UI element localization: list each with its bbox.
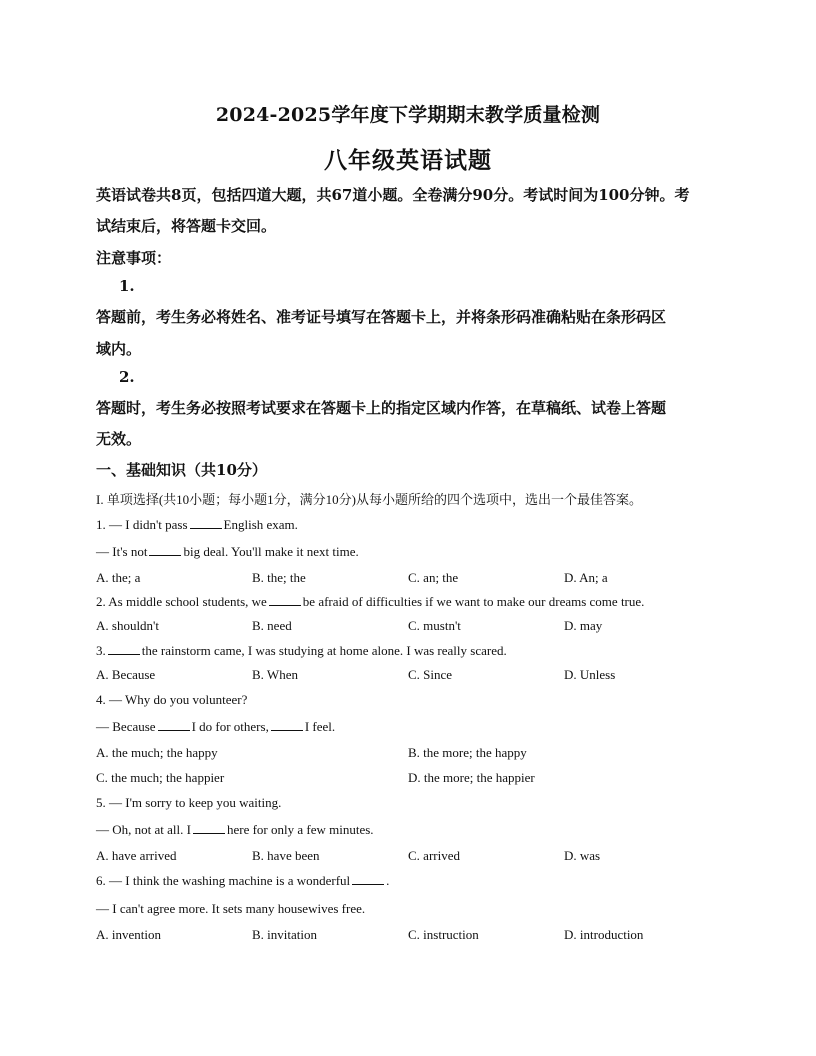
- question-1-stem: 1. — I didn't pass English exam.: [96, 517, 298, 532]
- question-1-option-c: C. an; the: [408, 570, 459, 585]
- question-4-option-d: D. the more; the happier: [408, 770, 535, 785]
- question-4-stem: 4. — Why do you volunteer?: [96, 692, 248, 707]
- exam-title: 2024-2025学年度下学期期末教学质量检测: [215, 104, 601, 126]
- answer-blank: [108, 643, 140, 655]
- question-6-reply: — I can't agree more. It sets many housewives free.: [96, 901, 366, 916]
- question-1-option-b: B. the; the: [252, 570, 306, 585]
- question-5-stem: 5. — I'm sorry to keep you waiting.: [96, 795, 282, 810]
- question-5-option-d: D. was: [564, 848, 601, 863]
- question-6-option-c: C. instruction: [408, 927, 479, 942]
- notes-heading: 注意事项：: [96, 249, 172, 267]
- question-1-reply: — It's not big deal. You'll make it next time.: [96, 544, 359, 559]
- answer-blank: [193, 822, 225, 834]
- intro-line-1: 英语试卷共8页，包括四道大题，共67道小题。全卷满分90分。考试时间为100分钟。考: [96, 186, 690, 204]
- note-1-label: 1.: [119, 277, 135, 295]
- question-5-reply: — Oh, not at all. I here for only a few minutes.: [96, 822, 374, 837]
- question-6-stem: 6. — I think the washing machine is a wonderful .: [96, 873, 390, 888]
- question-6-option-d: D. introduction: [564, 927, 644, 942]
- question-1-option-a: A. the; a: [96, 570, 141, 585]
- question-2-option-a: A. shouldn't: [96, 618, 160, 633]
- answer-blank: [158, 719, 190, 731]
- question-5-option-a: A. have arrived: [96, 848, 177, 863]
- answer-blank: [352, 873, 384, 885]
- note-2-line-2: 无效。: [96, 430, 142, 448]
- intro-line-2: 试结束后，将答题卡交回。: [96, 217, 277, 235]
- question-5-option-c: C. arrived: [408, 848, 460, 863]
- note-2-line-1: 答题时，考生务必按照考试要求在答题卡上的指定区域内作答，在草稿纸、试卷上答题: [96, 399, 667, 417]
- question-3-option-d: D. Unless: [564, 667, 616, 682]
- question-4-reply: — Because I do for others, I feel.: [96, 719, 336, 734]
- exam-subtitle: 八年级英语试题: [324, 147, 492, 174]
- section-1-instruction: I. 单项选择(共10小题；每小题1分，满分10分)从每小题所给的四个选项中，选出一个最佳答案。: [96, 492, 642, 507]
- note-2-label: 2.: [119, 368, 135, 386]
- question-2-option-b: B. need: [252, 618, 292, 633]
- question-2-option-d: D. may: [564, 618, 603, 633]
- question-3-option-b: B. When: [252, 667, 298, 682]
- question-3-option-c: C. Since: [408, 667, 453, 682]
- question-4-option-b: B. the more; the happy: [408, 745, 527, 760]
- answer-blank: [149, 544, 181, 556]
- answer-blank: [271, 719, 303, 731]
- question-4-option-a: A. the much; the happy: [96, 745, 218, 760]
- question-6-option-a: A. invention: [96, 927, 161, 942]
- question-5-option-b: B. have been: [252, 848, 320, 863]
- question-3-option-a: A. Because: [96, 667, 156, 682]
- section-1-heading: 一、基础知识（共10分）: [96, 461, 267, 479]
- question-4-option-c: C. the much; the happier: [96, 770, 225, 785]
- question-3-stem: 3. the rainstorm came, I was studying at home alone. I was really scared.: [96, 643, 507, 658]
- answer-blank: [269, 594, 301, 606]
- question-2-option-c: C. mustn't: [408, 618, 461, 633]
- question-2-stem: 2. As middle school students, we be afraid of difficulties if we want to make our dreams come true.: [96, 594, 645, 609]
- note-1-line-2: 域内。: [96, 340, 142, 358]
- note-1-line-1: 答题前，考生务必将姓名、准考证号填写在答题卡上，并将条形码准确粘贴在条形码区: [96, 308, 667, 326]
- question-1-option-d: D. An; a: [564, 570, 608, 585]
- answer-blank: [190, 517, 222, 529]
- question-6-option-b: B. invitation: [252, 927, 317, 942]
